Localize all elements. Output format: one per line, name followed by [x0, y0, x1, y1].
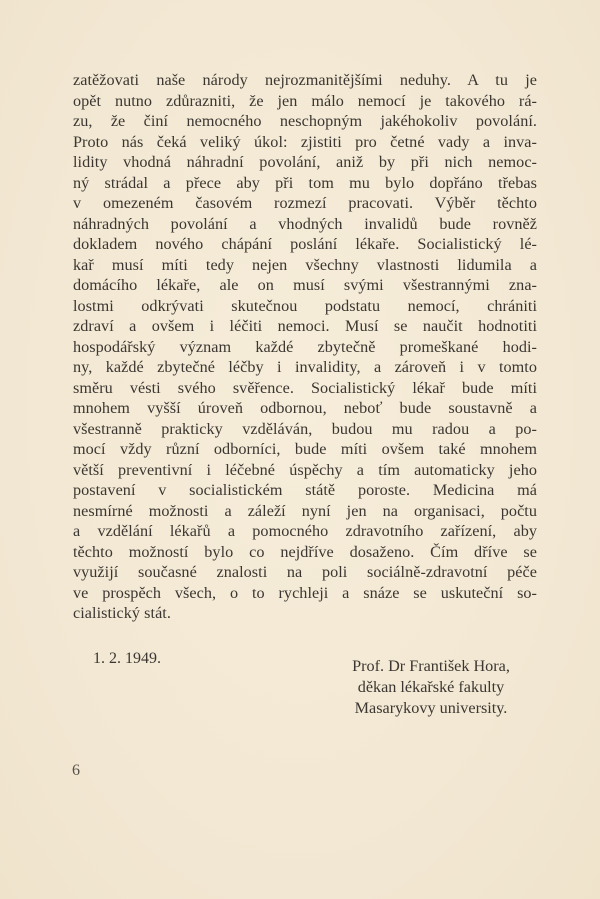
text-line: Proto nás čeká veliký úkol: zjistiti pro četné vady a inva- [73, 132, 537, 151]
text-line: těchto možností bylo co nejdříve dosaženo. Čím dříve se [73, 542, 537, 561]
text-line: postavení v socialistickém státě poroste. Medicina má [73, 481, 537, 499]
text-line: cialistický stát. [73, 604, 171, 622]
text-line: lidity vhodná náhradní povolání, aniž by při nich nemoc- [73, 153, 537, 171]
text-line: a vzdělání lékařů a pomocného zdravotního zařízení, aby [73, 522, 537, 540]
text-line: lostmi odkrývati skutečnou podstatu nemocí, chrániti [73, 296, 537, 315]
signature-name: Prof. Dr František Hora, [352, 657, 510, 675]
text-line: všestranně prakticky vzděláván, budou mu radou a po- [73, 419, 537, 438]
text-line: ny, každé zbytečné léčby i invalidity, a zároveň i v tomto [73, 358, 537, 376]
body-paragraph [73, 70, 537, 624]
text-line: zdraví a ovšem i léčiti nemoci. Musí se naučit hodnotiti [73, 317, 537, 335]
signature-institution: Masarykovy university. [354, 699, 508, 717]
document-date: 1. 2. 1949. [93, 650, 161, 667]
signature-block [320, 656, 542, 719]
text-line: kař musí míti tedy nejen všechny vlastnosti lidumila a [73, 255, 537, 274]
text-line: zu, že činí nemocného neschopným jakéhokoliv povolání. [73, 112, 537, 130]
text-line: mocí vždy různí odborníci, bude míti ovšem také mnohem [73, 440, 537, 458]
text-line: směru vésti svého svěřence. Socialistický lékař bude míti [73, 378, 537, 397]
signature-title: děkan lékařské fakulty [357, 678, 505, 696]
text-line: dokladem nového chápání poslání lékaře. Socialistický lé- [73, 235, 537, 253]
text-line: využijí současné znalosti na poli sociálně-zdravotní péče [73, 563, 537, 581]
text-line: nesmírné možnosti a záleží nyní jen na organisaci, počtu [73, 501, 537, 520]
text-line: ve prospěch všech, o to rychleji a snáze se uskuteční so- [73, 583, 537, 602]
text-line: hospodářský význam každé zbytečně promeškané hodi- [73, 337, 537, 356]
text-line: ný strádal a přece aby při tom mu bylo dopřáno třebas [73, 173, 537, 192]
text-line: zatěžovati naše národy nejrozmanitějšími neduhy. A tu je [73, 71, 537, 89]
text-line: mnohem vyšší úroveň odbornou, neboť bude soustavně a [73, 399, 537, 417]
text-line: náhradných povolání a vhodných invalidů bude rovněž [73, 214, 537, 233]
text-line: domácího lékaře, ale on musí svými všestrannými zna- [73, 276, 537, 294]
text-line: větší preventivní i léčebné úspěchy a tím automaticky jeho [73, 460, 537, 479]
text-line: opět nutno zdůrazniti, že jen málo nemocí je takového rá- [73, 91, 537, 110]
text-line: v omezeném časovém rozmezí pracovati. Výběr těchto [73, 194, 537, 212]
page-number: 6 [72, 762, 80, 779]
